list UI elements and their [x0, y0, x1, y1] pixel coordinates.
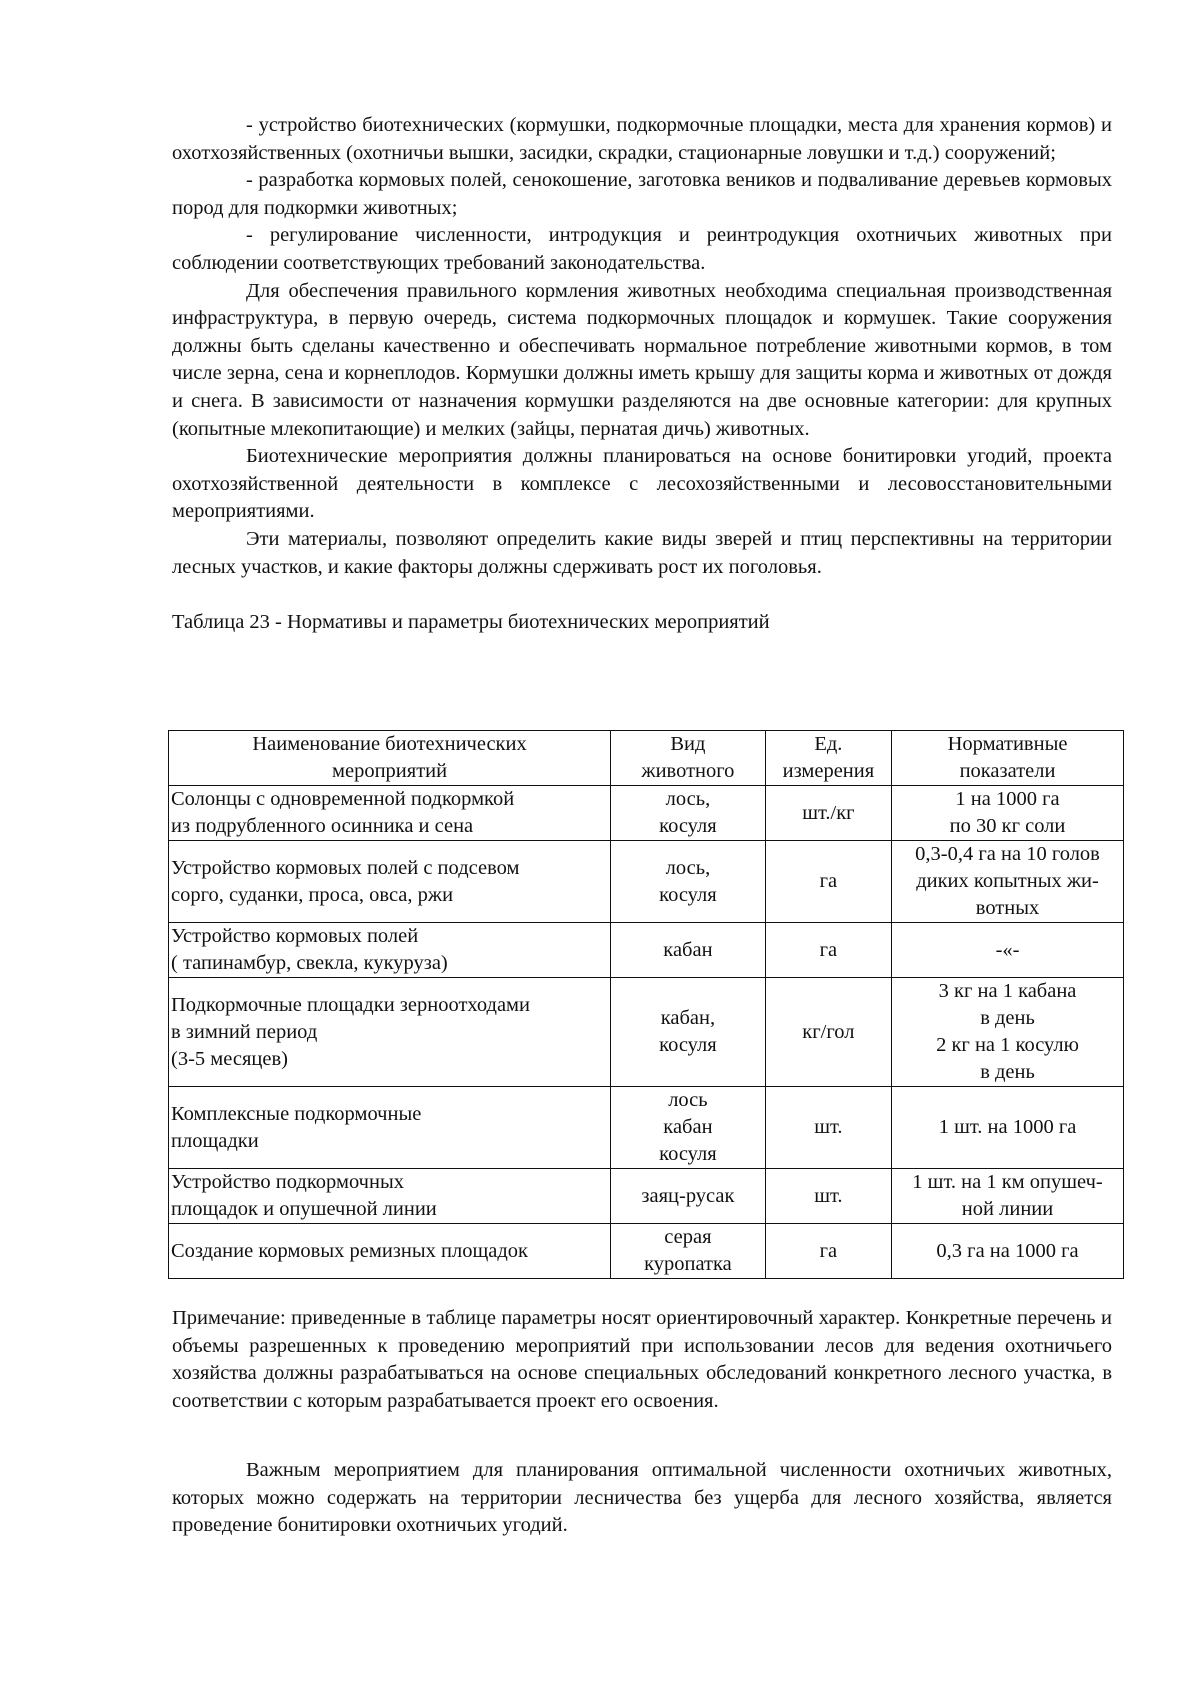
cell-unit: кг/гол [765, 978, 891, 1087]
cell-unit: шт./кг [765, 786, 891, 841]
table-caption: Таблица 23 - Нормативы и параметры биотехнических мероприятий [172, 611, 770, 634]
cell-unit: га [765, 841, 891, 923]
paragraph: Эти материалы, позволяют определить какие виды зверей и птиц перспективны на территории лесных участков, и какие факторы должны сдерживать рост их поголовья. [172, 527, 1112, 578]
paragraph: - регулирование численности, интродукция и реинтродукция охотничьих животных при соблюдении соответствующих требований законодательства. [172, 224, 1112, 274]
paragraph: - разработка кормовых полей, сенокошение, заготовка веников и подваливание деревьев кормовых пород для подкормки животных; [172, 169, 1112, 219]
final-paragraph: Важным мероприятием для планирования оптимальной численности охотничьих животных, которых можно содержать на территории лесничества без ущерба для лесного хозяйства, является проведение бонитировки охотничьих угодий. [172, 1459, 1112, 1537]
cell-animal: лось, косуля [611, 841, 766, 923]
cell-norm: -«- [892, 923, 1124, 978]
table-row [169, 1087, 1124, 1169]
norms-table [168, 730, 1124, 1279]
cell-norm: 3 кг на 1 кабана в день 2 кг на 1 косулю в день [892, 978, 1124, 1087]
cell-name: Комплексные подкормочные площадки [169, 1087, 611, 1169]
paragraph: Биотехнические мероприятия должны планироваться на основе бонитировки угодий, проекта охотхозяйственной деятельности в комплексе с лесохозяйственными и лесовосстановительными мероприятиями. [172, 445, 1112, 523]
table-row [169, 978, 1124, 1087]
cell-animal: серая куропатка [611, 1224, 766, 1279]
document-page [171, 112, 1112, 1537]
table-note: Примечание: приведенные в таблице параметры носят ориентировочный характер. Конкретные перечень и объемы разрешенных к проведению мероприятий при использовании лесов для ведения охотничьего хозяйства должны разрабатываться на основе специальных обследований конкретного лесного участка, в соответствии с которым разрабатывается проект его освоения. [172, 1307, 1112, 1412]
cell-norm: 1 на 1000 га по 30 кг соли [892, 786, 1124, 841]
cell-norm: 1 шт. на 1 км опушеч- ной линии [892, 1169, 1124, 1224]
header-cell-name: Наименование биотехнических мероприятий [169, 731, 611, 786]
cell-animal: кабан [611, 923, 766, 978]
cell-animal: кабан, косуля [611, 978, 766, 1087]
cell-norm: 0,3 га на 1000 га [892, 1224, 1124, 1279]
cell-name: Устройство кормовых полей с подсевом сорго, суданки, проса, овса, ржи [169, 841, 611, 923]
cell-norm: 1 шт. на 1000 га [892, 1087, 1124, 1169]
cell-norm: 0,3-0,4 га на 10 голов диких копытных жи- вотных [892, 841, 1124, 923]
cell-unit: шт. [765, 1169, 891, 1224]
table-header-row [169, 731, 1124, 786]
cell-unit: шт. [765, 1087, 891, 1169]
table-row [169, 841, 1124, 923]
header-cell-unit: Ед. измерения [765, 731, 891, 786]
cell-name: Подкормочные площадки зерноотходами в зимний период (3-5 месяцев) [169, 978, 611, 1087]
cell-animal: заяц-русак [611, 1169, 766, 1224]
cell-name: Создание кормовых ремизных площадок [169, 1224, 611, 1279]
cell-animal: лось кабан косуля [611, 1087, 766, 1169]
header-cell-norm: Нормативные показатели [892, 731, 1124, 786]
paragraph: Для обеспечения правильного кормления животных необходима специальная производственная инфраструктура, в первую очередь, система подкормочных площадок и кормушек. Такие сооружения должны быть сделаны качественно и обеспечивать нормальное потребление животными кормов, в том числе зерна, сена и корнеплодов. Кормушки должны иметь крышу для защиты корма и животных от дождя и снега. В зависимости от назначения кормушки разделяются на две основные категории: для крупных (копытные млекопитающие) и мелких (зайцы, пернатая дичь) животных. [172, 279, 1112, 440]
table-row [169, 786, 1124, 841]
table-row [169, 1224, 1124, 1279]
cell-animal: лось, косуля [611, 786, 766, 841]
cell-unit: га [765, 923, 891, 978]
paragraph: - устройство биотехнических (кормушки, подкормочные площадки, места для хранения кормов) и охотхозяйственных (охотничьи вышки, засидки, скрадки, стационарные ловушки и т.д.) сооружений; [172, 114, 1112, 164]
cell-name: Солонцы с одновременной подкормкой из подрубленного осинника и сена [169, 786, 611, 841]
cell-name: Устройство кормовых полей ( тапинамбур, свекла, кукуруза) [169, 923, 611, 978]
cell-unit: га [765, 1224, 891, 1279]
table-row [169, 923, 1124, 978]
cell-name: Устройство подкормочных площадок и опушечной линии [169, 1169, 611, 1224]
table-row [169, 1169, 1124, 1224]
header-cell-animal: Вид животного [611, 731, 766, 786]
